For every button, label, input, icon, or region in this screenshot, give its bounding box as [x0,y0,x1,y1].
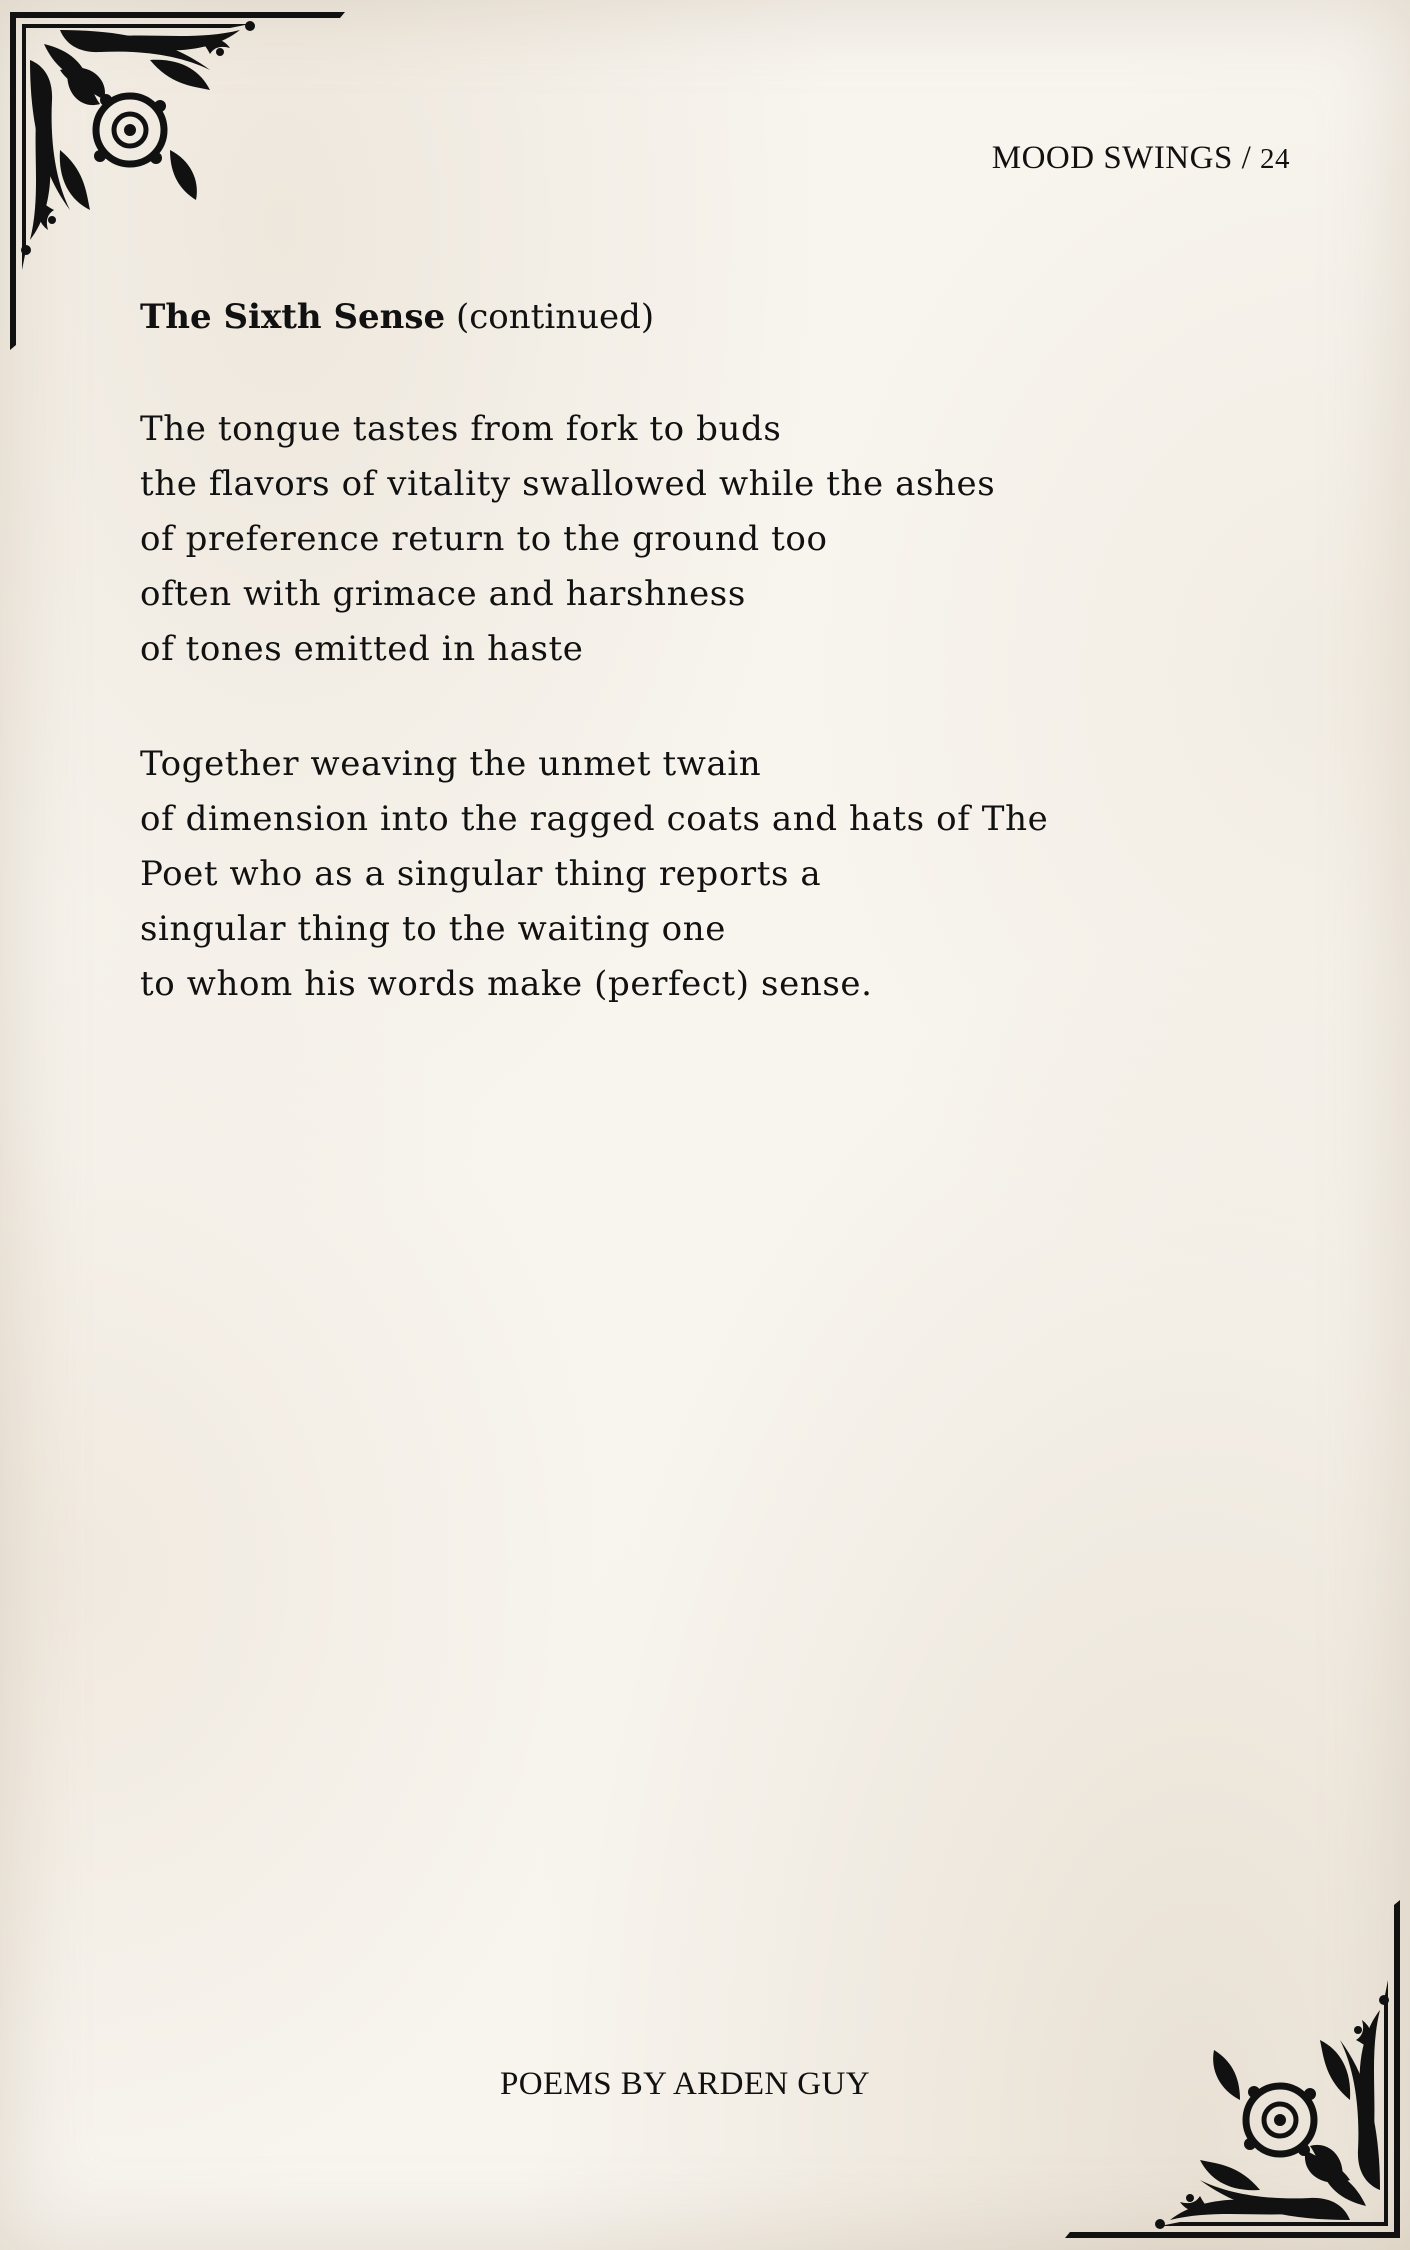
poem-line: of preference return to the ground too [140,519,828,559]
running-header [992,140,1290,177]
header-separator: / [1232,140,1260,176]
poem-line: Together weaving the unmet twain [140,744,762,784]
poem-line: of tones emitted in haste [140,629,584,669]
stanza-1 [140,402,1140,677]
poem-line: Poet who as a singular thing reports a [140,854,822,894]
poem-line: the flavors of vitality swallowed while the ashes [140,464,996,504]
poem-title: The Sixth Sense [140,297,446,337]
page-number: 24 [1260,143,1290,175]
poem-title-suffix: (continued) [445,297,655,337]
book-title: MOOD SWINGS [991,140,1233,176]
footer-byline: POEMS BY ARDEN GUY [500,2066,870,2102]
poem-line: often with grimace and harshness [140,574,746,614]
poem-line: singular thing to the waiting one [140,909,726,949]
poem-title-line [140,292,1140,342]
poem [140,292,1140,1072]
poem-line: to whom his words make (perfect) sense. [140,964,873,1004]
poem-line: of dimension into the ragged coats and hats of The [140,799,1049,839]
stanza-2 [140,737,1140,1012]
floral-corner-ornament-icon [1050,1890,1410,2250]
poem-line: The tongue tastes from fork to buds [140,409,782,449]
